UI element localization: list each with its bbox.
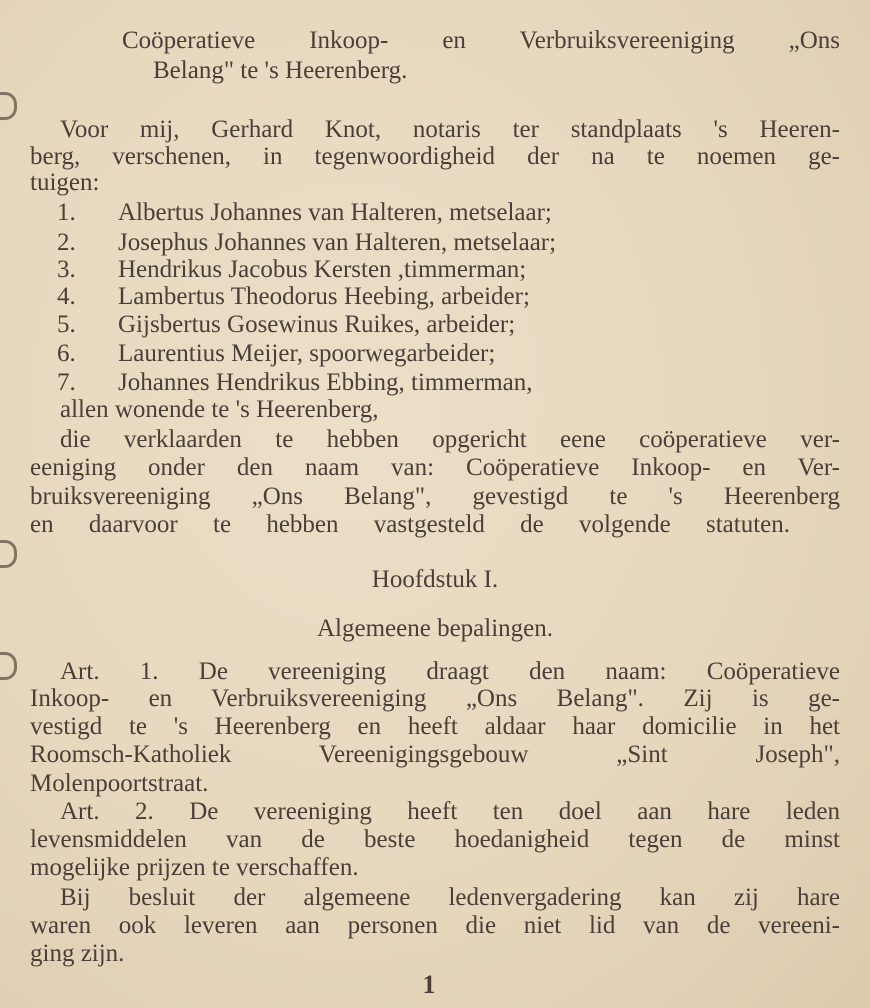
list-item: 6. Laurentius Meijer, spoorwegarbeider; xyxy=(57,340,496,367)
text-line: eeniging onder den naam van: Coöperatieve Inkoop- en Ver- xyxy=(30,454,840,481)
text-line: Art. 2. De vereeniging heeft ten doel aan hare leden xyxy=(60,798,840,825)
punch-hole-mark xyxy=(0,652,17,680)
text-line: Inkoop- en Verbruiksvereeniging „Ons Belang". Zij is ge- xyxy=(30,685,840,712)
text-line: mogelijke prijzen te verschaffen. xyxy=(30,854,359,881)
text-line: Voor mij, Gerhard Knot, notaris ter standplaats 's Heeren- xyxy=(60,116,840,143)
list-item: 4. Lambertus Theodorus Heebing, arbeider; xyxy=(57,283,530,310)
list-item: 5. Gijsbertus Gosewinus Ruikes, arbeider; xyxy=(57,311,516,338)
chapter-heading: Hoofdstuk I. xyxy=(371,566,499,593)
text-line: Roomsch-Katholiek Vereenigingsgebouw „Sint Joseph", xyxy=(30,741,840,768)
text-line: en daarvoor te hebben vastgesteld de volgende statuten. xyxy=(30,511,790,538)
text-line: allen wonende te 's Heerenberg, xyxy=(60,396,379,423)
text-line: berg, verschenen, in tegenwoordigheid der na te noemen ge- xyxy=(30,143,840,170)
punch-hole-mark xyxy=(0,92,17,120)
list-item: 1. Albertus Johannes van Halteren, metselaar; xyxy=(57,199,552,226)
text-line: bruiksvereeniging „Ons Belang", gevestigd te 's Heerenberg xyxy=(30,483,840,510)
title-line: Belang" te 's Heerenberg. xyxy=(153,57,408,84)
text-line: vestigd te 's Heerenberg en heeft aldaar haar domicilie in het xyxy=(30,713,840,740)
list-item: 7. Johannes Hendrikus Ebbing, timmerman, xyxy=(57,369,533,396)
title-line: Coöperatieve Inkoop- en Verbruiksvereeniging „Ons xyxy=(122,27,840,54)
list-item: 2. Josephus Johannes van Halteren, metselaar; xyxy=(57,229,557,256)
list-item: 3. Hendrikus Jacobus Kersten ,timmerman; xyxy=(57,256,527,283)
text-line: Art. 1. De vereeniging draagt den naam: Coöperatieve xyxy=(60,658,840,685)
punch-hole-mark xyxy=(0,540,17,568)
text-line: levensmiddelen van de beste hoedanigheid tegen de minst xyxy=(30,826,840,853)
text-line: ging zijn. xyxy=(30,940,125,967)
text-line: waren ook leveren aan personen die niet lid van de vereeni- xyxy=(30,912,840,939)
text-line: tuigen: xyxy=(30,169,100,196)
text-line: die verklaarden te hebben opgericht eene coöperatieve ver- xyxy=(60,426,840,453)
page-number: 1 xyxy=(422,970,436,999)
section-heading: Algemeene bepalingen. xyxy=(316,615,553,642)
text-line: Bij besluit der algemeene ledenvergadering kan zij hare xyxy=(60,884,840,911)
text-line: Molenpoortstraat. xyxy=(30,770,209,797)
